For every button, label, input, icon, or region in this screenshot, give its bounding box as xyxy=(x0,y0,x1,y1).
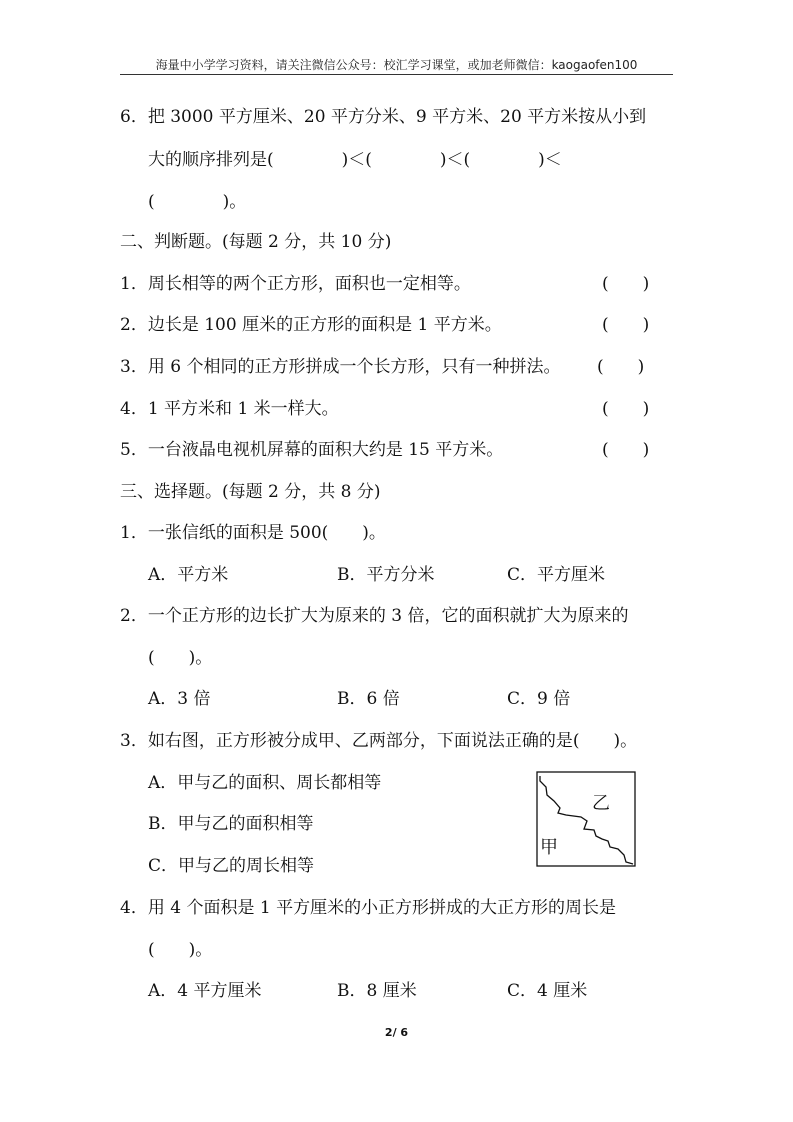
judge-bracket-1[interactable]: ( ) xyxy=(602,274,650,294)
choice-q4-stem1: 4．用 4 个面积是 1 平方厘米的小正方形拼成的大正方形的周长是 xyxy=(120,898,617,918)
figure-label-a: 甲 xyxy=(540,837,558,858)
judge-bracket-4[interactable]: ( ) xyxy=(602,399,650,419)
q6-line3: ( )。 xyxy=(148,192,247,212)
choice-q4-option-a[interactable]: A．4 平方厘米 xyxy=(148,981,262,1001)
page-number: 2/ 6 xyxy=(384,1026,409,1039)
choice-q3-stem: 3．如右图，正方形被分成甲、乙两部分，下面说法正确的是( )。 xyxy=(120,731,638,751)
choice-q3-option-b[interactable]: B．甲与乙的面积相等 xyxy=(148,814,314,834)
choice-q1-option-c[interactable]: C．平方厘米 xyxy=(507,565,606,585)
page-header: 海量中小学学习资料，请关注微信公众号：校汇学习课堂，或加老师微信：kaogaofen100 xyxy=(155,58,638,72)
judge-item-2: 2．边长是 100 厘米的正方形的面积是 1 平方米。 xyxy=(120,315,502,335)
choice-q2-option-b[interactable]: B．6 倍 xyxy=(337,689,400,709)
square-division-figure xyxy=(536,771,636,867)
choice-q2-stem1: 2．一个正方形的边长扩大为原来的 3 倍，它的面积就扩大为原来的 xyxy=(120,606,629,626)
judge-item-4: 4．1 平方米和 1 米一样大。 xyxy=(120,399,339,419)
choice-q4-option-b[interactable]: B．8 厘米 xyxy=(337,981,417,1001)
judge-bracket-2[interactable]: ( ) xyxy=(602,315,650,335)
section2-title: 二、判断题。(每题 2 分，共 10 分) xyxy=(120,232,392,252)
choice-q2-option-c[interactable]: C．9 倍 xyxy=(507,689,571,709)
q6-line1: 6．把 3000 平方厘米、20 平方分米、9 平方米、20 平方米按从小到 xyxy=(120,107,647,127)
q6-line2: 大的顺序排列是( )＜( )＜( )＜ xyxy=(148,150,562,170)
choice-q2-option-a[interactable]: A．3 倍 xyxy=(148,689,211,709)
choice-q1-option-a[interactable]: A．平方米 xyxy=(148,565,229,585)
header-divider xyxy=(120,74,673,75)
judge-bracket-3[interactable]: ( ) xyxy=(597,357,645,377)
choice-q1-option-b[interactable]: B．平方分米 xyxy=(337,565,435,585)
choice-q1-stem: 1．一张信纸的面积是 500( )。 xyxy=(120,523,386,543)
choice-q2-stem2: ( )。 xyxy=(148,648,213,668)
choice-q3-option-a[interactable]: A．甲与乙的面积、周长都相等 xyxy=(148,773,382,793)
choice-q3-option-c[interactable]: C．甲与乙的周长相等 xyxy=(148,856,315,876)
judge-item-1: 1．周长相等的两个正方形，面积也一定相等。 xyxy=(120,274,471,294)
section3-title: 三、选择题。(每题 2 分，共 8 分) xyxy=(120,482,381,502)
judge-bracket-5[interactable]: ( ) xyxy=(602,440,650,460)
judge-item-3: 3．用 6 个相同的正方形拼成一个长方形，只有一种拼法。 xyxy=(120,357,561,377)
figure-label-b: 乙 xyxy=(592,793,610,814)
choice-q4-option-c[interactable]: C．4 厘米 xyxy=(507,981,588,1001)
choice-q4-stem2: ( )。 xyxy=(148,940,213,960)
judge-item-5: 5．一台液晶电视机屏幕的面积大约是 15 平方米。 xyxy=(120,440,504,460)
